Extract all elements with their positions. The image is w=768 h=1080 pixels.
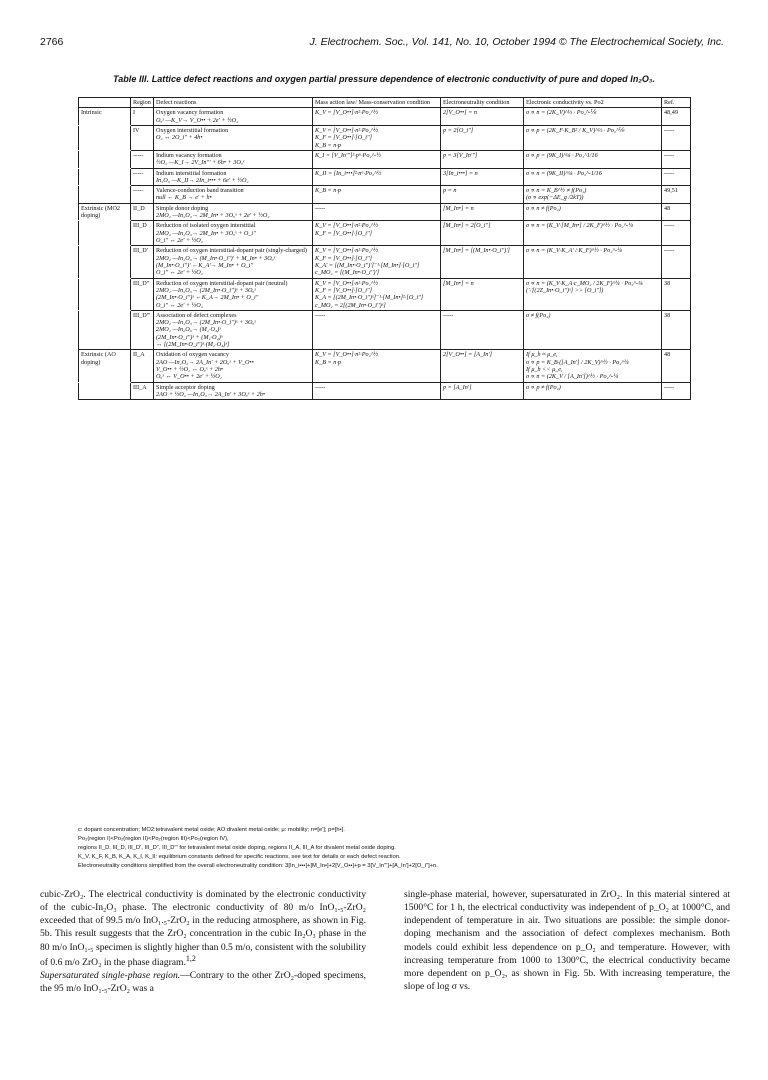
- ref-cell: -----: [662, 168, 691, 186]
- table-row: [79, 350, 691, 382]
- group-cell: [79, 382, 131, 400]
- reaction-title: Association of defect complexes: [156, 311, 237, 319]
- reaction-equation: (2M_In•·O_i'')ˣ ←K_A→ 2M_In• + O_i'': [156, 294, 259, 302]
- reaction-title: Indium vacancy formation: [156, 151, 222, 159]
- mass-action-formula: K_B = n·p: [315, 141, 342, 149]
- conductivity-cell: [524, 203, 662, 221]
- mass-action-cell: [313, 108, 441, 126]
- mass-action-cell: [313, 186, 441, 204]
- mass-action-formula: K_F = [V_O••]·[O_i'']: [315, 229, 373, 237]
- reaction-equation: (M_In•·O_i'')' ←K_A'→ M_In• + O_i'': [156, 261, 254, 269]
- ref-cell: 38: [662, 310, 691, 350]
- region-cell: I: [131, 108, 154, 126]
- defect-table: [78, 97, 691, 400]
- conductivity-cell: [524, 278, 662, 310]
- mass-action-cell: [313, 168, 441, 186]
- conductivity-formula: σ ∝ n = (2K_V / [A_In'])^½ · Po₂^-¼: [526, 373, 619, 381]
- group-cell: [79, 246, 131, 278]
- conductivity-formula: (σ ∝ exp(−ΔE_g /2kT)): [526, 194, 584, 202]
- table-row: [79, 382, 691, 400]
- electroneutrality-cell: [441, 221, 524, 246]
- reactions-cell: [154, 382, 313, 400]
- ref-cell: 48: [662, 203, 691, 221]
- table-footnotes: [78, 826, 718, 871]
- group-cell: [79, 278, 131, 310]
- ref-cell: -----: [662, 382, 691, 400]
- mass-action-formula: K_B = n·p: [315, 187, 342, 195]
- mass-action-formula: -----: [315, 311, 326, 319]
- conductivity-cell: [524, 168, 662, 186]
- conductivity-formula: σ ∝ n = (K_V·K_A·c_MO₂ / 2K_F)^¼ · Po₂^-⅛: [526, 279, 643, 287]
- mass-action-formula: K_V = [V_O••]·n²·Po₂^½: [315, 351, 378, 359]
- reactions-cell: [154, 350, 313, 382]
- mass-action-cell: [313, 350, 441, 382]
- conductivity-formula: σ ∝ n = (K_V·K_A' / K_F)^½ · Po₂^-¼: [526, 247, 622, 255]
- table-row: [79, 246, 691, 278]
- reaction-equation: 2MO₂ —In₂O₃→ (M₂·O₄)ˣ: [156, 326, 221, 334]
- reaction-equation: null ← K_B → e' + h•: [156, 194, 212, 202]
- electroneutrality-cell: [441, 382, 524, 400]
- footnote: Po₂(region I)<Po₂(region II)<Po₂(region III)<Po₂(region IV),: [78, 835, 229, 842]
- group-cell: [79, 150, 131, 168]
- table-row: [79, 150, 691, 168]
- table-caption: [40, 74, 728, 84]
- electroneutrality-formula: 2[V_O••] = [A_In']: [443, 351, 493, 359]
- reference-marker: 1,2: [185, 953, 196, 963]
- electroneutrality-cell: [441, 125, 524, 150]
- electroneutrality-formula: p = 2[O_i'']: [443, 126, 474, 134]
- mass-action-formula: c_MO₂ = [(M_In•·O_i'')']: [315, 269, 380, 277]
- right-column: [404, 888, 730, 1068]
- region-cell: III_D: [131, 221, 154, 246]
- page-number: 2766: [40, 36, 64, 48]
- reaction-equation: V_O•• + ½O₂ ↔ Oₒˣ + 2h•: [156, 366, 224, 373]
- ref-cell: 49,51: [662, 186, 691, 204]
- ref-cell: -----: [662, 246, 691, 278]
- paragraph: single-phase material, however, supersaturated in ZrO₂. In this material sintered at 1500°C for 1 h, the electrical conductivity was independent of p_O₂ at 1000°C, and independent of temperature in air. Two situations are possible: the simple donor-doping mechanism and the association of defect complexes mechanism. Both models could exhibit less dependence on p_O₂ and temperature. However, with increasing temperature from 1000 to 1300°C, the electrical conductivity became more dependent on p_O₂, as shown in Fig. 5b. With increasing temperature, the slope of log σ vs.: [404, 889, 730, 992]
- electroneutrality-formula: -----: [443, 311, 454, 319]
- reaction-title: Oxygen interstitial formation: [156, 126, 229, 134]
- ref-cell: 38: [662, 278, 691, 310]
- conductivity-cell: [524, 246, 662, 278]
- group-cell: Extrinsic (AO doping): [79, 350, 131, 382]
- mass-action-formula: K_V = [V_O••]·n²·Po₂^½: [315, 126, 378, 134]
- reaction-title: Oxidation of oxygen vacancy: [156, 351, 230, 359]
- reaction-equation: 2MO₂ —In₂O₃→ 2M_In• + 3Oₒˣ + O_i'': [156, 229, 256, 237]
- reaction-title: Valence-conduction band transition: [156, 187, 244, 195]
- region-cell: -----: [131, 150, 154, 168]
- footnote: Electroneutrality conditions simplified from the overall electroneutrality condition: 3[In_i•••]+[M_In•]+2[V_O••]+p = 3[V_In''']+[A_In']+2[O_i'']+n.: [78, 862, 438, 869]
- electroneutrality-cell: [441, 350, 524, 382]
- footnote: K_V, K_F, K_B, K_A, K_I, K_II: equilibrium constants defined for specific reactions, see text for details or each defect reaction.: [78, 853, 401, 860]
- conductivity-cell: [524, 310, 662, 350]
- region-cell: IV: [131, 125, 154, 150]
- ref-cell: 48,49: [662, 108, 691, 126]
- group-header: [79, 98, 131, 108]
- section-subhead: Supersaturated single-phase region.: [40, 970, 181, 982]
- region-cell: III_A: [131, 382, 154, 400]
- region-cell: III_D'': [131, 278, 154, 310]
- mass-action-cell: [313, 382, 441, 400]
- region-cell: II_D: [131, 203, 154, 221]
- region-cell: III_D''': [131, 310, 154, 350]
- ref-cell: -----: [662, 150, 691, 168]
- table-row: [79, 278, 691, 310]
- conductivity-formula: σ ∝ n ≠ f(Po₂): [526, 204, 561, 212]
- reaction-equation: Oₒˣ —K_V→ V_O•• + 2e' + ½O₂: [156, 116, 239, 124]
- electroneutrality-formula: 2[V_O••] = n: [443, 109, 477, 117]
- conductivity-formula: σ ∝ n = (2K_V)^⅓ · Po₂^-⅙: [526, 109, 597, 117]
- mass-action-cell: [313, 310, 441, 350]
- reaction-equation: 2MO₂ —In₂O₃→ 2M_In• + 3Oₒˣ + 2e' + ½O₂: [156, 212, 270, 220]
- mass-action-formula: K_V = [V_O••]·n²·Po₂^½: [315, 109, 378, 117]
- conductivity-cell: [524, 150, 662, 168]
- table-row: [79, 168, 691, 186]
- table-header-row: [79, 98, 691, 108]
- ref-cell: 48: [662, 350, 691, 382]
- reaction-equation: O_i'' ↔ 2e' + ½O₂: [156, 269, 203, 277]
- group-cell: [79, 186, 131, 204]
- page-header: [40, 36, 724, 48]
- conductivity-cell: [524, 350, 662, 382]
- reaction-equation: (2M_In•·O_i'')ˣ + (M₂·O₄)ˣ: [156, 333, 223, 341]
- reaction-equation: 2MO₂ —In₂O₃→ (2M_In•·O_i'')ˣ + 3Oₒˣ: [156, 319, 256, 327]
- left-column: [40, 888, 366, 1068]
- group-cell: Intrinsic: [79, 108, 131, 126]
- mass-action-cell: [313, 125, 441, 150]
- region-cell: II_A: [131, 350, 154, 382]
- electroneutrality-header: Electroneutrality condition: [441, 98, 524, 108]
- electroneutrality-formula: p = 3[V_In''']: [443, 151, 478, 159]
- electroneutrality-formula: p = [A_In']: [443, 383, 472, 391]
- region-cell: -----: [131, 186, 154, 204]
- electroneutrality-cell: [441, 246, 524, 278]
- reaction-equation: 2AO + ½O₂ —In₂O₃→ 2A_In' + 3Oₒˣ + 2h•: [156, 390, 265, 398]
- mass-action-formula: K_F = [V_O••]·[O_i'']: [315, 134, 373, 142]
- electroneutrality-formula: [M_In•] = 2[O_i'']: [443, 222, 491, 230]
- table-row: [79, 203, 691, 221]
- mass-action-formula: K_F = [V_O••]·[O_i'']: [315, 286, 373, 294]
- reaction-equation: Oₒˣ ↔ V_O•• + 2e' + ½O₂: [156, 373, 222, 381]
- electroneutrality-cell: [441, 186, 524, 204]
- region-cell: III_D': [131, 246, 154, 278]
- group-cell: [79, 310, 131, 350]
- conductivity-formula: If μ_h ≈ μ_e,: [526, 351, 558, 359]
- conductivity-cell: [524, 108, 662, 126]
- reaction-title: Simple donor doping: [156, 204, 209, 212]
- table-row: [79, 310, 691, 350]
- region-header: Region: [131, 98, 154, 108]
- reactions-cell: [154, 278, 313, 310]
- reactions-cell: [154, 246, 313, 278]
- reaction-equation: O_i'' ↔ 2e' + ½O₂: [156, 237, 203, 244]
- electroneutrality-cell: [441, 150, 524, 168]
- paragraph: cubic-ZrO₂. The electrical conductivity is dominated by the electronic conductivity of the cubic-In₂O₃ phase. The electronic conductivity of 80 m/o InO₁.₅-ZrO₂ exceeded that of 99.5 m/o InO₁.₅-ZrO₂ in the reducing atmosphere, as shown in Fig. 5b. This result suggests that the ZrO₂ concentration in the cubic In₂O₃ phase in the 80 m/o InO₁.₅ specimen is slightly higher than 0.5 m/o, consistent with the solubility of 0.6 m/o ZrO₂ in the phase diagram.$^{1,2}$: [40, 889, 366, 968]
- conductivity-formula: σ ≠ f(Po₂): [526, 311, 551, 319]
- conductivity-formula: If μ_h << μ_e,: [526, 366, 563, 373]
- conductivity-formula: σ ∝ n = (9K_II)^⅛ · Po₂^-1/16: [526, 169, 602, 177]
- conductivity-formula: σ ∝ n = (K_V·[M_In•] / 2K_F)^½ · Po₂^-¼: [526, 222, 633, 230]
- conductivity-cell: [524, 125, 662, 150]
- body-text: [40, 888, 730, 1068]
- reaction-title: Indium interstitial formation: [156, 169, 227, 177]
- electroneutrality-formula: [M_In•] = n: [443, 279, 474, 287]
- mass-action-formula: K_V = [V_O••]·n²·Po₂^½: [315, 279, 378, 287]
- mass-action-cell: [313, 221, 441, 246]
- reaction-equation: 2MO₂ —In₂O₃→ (2M_In•·O_i'')ˣ + 3Oₒˣ: [156, 286, 256, 294]
- electroneutrality-cell: [441, 310, 524, 350]
- reaction-title: Simple acceptor doping: [156, 383, 215, 391]
- ref-header: Ref.: [662, 98, 691, 108]
- reaction-equation: ½O₂ —K_I→ 2V_In''' + 6h• + 3Oₒˣ: [156, 159, 245, 167]
- reactions-cell: [154, 108, 313, 126]
- region-cell: -----: [131, 168, 154, 186]
- mass-action-formula: K_A = [(2M_In•·O_i'')ˣ]⁻¹·[M_In•]²·[O_i'']: [315, 294, 424, 302]
- conductivity-header: Electronic conductivity vs. Po2: [524, 98, 662, 108]
- conductivity-formula: σ ∝ p ≠ f(Po₂): [526, 383, 561, 391]
- group-cell: [79, 125, 131, 150]
- group-cell: Extrinsic (MO2 doping): [79, 203, 131, 221]
- reaction-title: Reduction of isolated oxygen interstitial: [156, 222, 256, 230]
- reactions-cell: [154, 125, 313, 150]
- mass-action-formula: K_II = [In_i•••]²·n⁶·Po₂^½: [315, 169, 382, 177]
- conductivity-formula: σ ∝ p = K_B·([A_In'] / 2K_V)^½ · Po₂^¼: [526, 358, 629, 366]
- conductivity-formula: σ ∝ n = K_B^½ ≠ f(Po₂): [526, 187, 587, 195]
- paragraph: Supersaturated single-phase region.—Contrary to the other ZrO₂-doped specimens, the 95 m/o InO₁.₅-ZrO₂ was a: [40, 970, 366, 995]
- reaction-equation: O₂ ↔ 2O_i'' + 4h•: [156, 134, 203, 142]
- mass-action-formula: K_I = [V_In''']²·p⁶·Po₂^-½: [315, 151, 381, 159]
- reaction-equation: O_i'' ↔ 2e' + ½O₂: [156, 301, 203, 309]
- mass-action-formula: -----: [315, 204, 326, 212]
- reactions-header: Defect reactions: [154, 98, 313, 108]
- electroneutrality-cell: [441, 278, 524, 310]
- electroneutrality-formula: 3[In_i•••] = n: [443, 169, 478, 177]
- footnote: c: dopant concentration; MO2:tetravalent metal oxide; AO:divalent metal oxide; μ: mobility; n=[e']; p=[h•].: [78, 827, 345, 833]
- reactions-cell: [154, 203, 313, 221]
- electroneutrality-cell: [441, 203, 524, 221]
- mass-action-formula: K_A' = [(M_In•·O_i'')']⁻¹·[M_In•]·[O_i'']: [315, 261, 420, 269]
- reactions-cell: [154, 310, 313, 350]
- mass-action-formula: K_F = [V_O••]·[O_i'']: [315, 254, 373, 262]
- group-cell: [79, 168, 131, 186]
- table-caption-text: Table III. Lattice defect reactions and oxygen partial pressure dependence of electronic conductivity of pure and doped In₂O₃.: [112, 74, 655, 84]
- mass-action-header: Mass action law/ Mass-conservation condition: [313, 98, 441, 108]
- conductivity-formula: (∵[(2Z_In•·O_i'')ˣ] >> [O_i'']): [526, 286, 604, 294]
- table-row: [79, 186, 691, 204]
- table-body: [79, 108, 691, 400]
- mass-action-cell: [313, 150, 441, 168]
- mass-action-cell: [313, 246, 441, 278]
- mass-action-formula: c_MO₂ = 2[(2M_In•·O_i'')ˣ]: [315, 301, 386, 309]
- reaction-title: Reduction of oxygen interstitial-dopant pair (neutral): [156, 279, 288, 287]
- conductivity-formula: σ ∝ p = (2K_F·K_B² / K_V)^⅓ · Po₂^⅙: [526, 126, 625, 134]
- reaction-title: Reduction of oxygen interstitial-dopant pair (singly-charged): [156, 247, 307, 255]
- reaction-equation: 2MO₂ —In₂O₃→ (M_In•·O_i'')' + M_In• + 3Oₒˣ: [156, 254, 276, 262]
- conductivity-cell: [524, 186, 662, 204]
- electroneutrality-formula: p = n: [443, 187, 457, 195]
- table-row: [79, 221, 691, 246]
- electroneutrality-cell: [441, 168, 524, 186]
- conductivity-cell: [524, 221, 662, 246]
- electroneutrality-cell: [441, 108, 524, 126]
- electroneutrality-formula: [M_In•] = n: [443, 204, 474, 212]
- journal-line: J. Electrochem. Soc., Vol. 141, No. 10, October 1994 © The Electrochemical Society, Inc.: [309, 36, 724, 48]
- ref-cell: -----: [662, 221, 691, 246]
- conductivity-cell: [524, 382, 662, 400]
- conductivity-formula: σ ∝ p = (9K_I)^⅛ · Po₂^1/16: [526, 151, 598, 159]
- electroneutrality-formula: [M_In•] = [(M_In•·O_i'')']: [443, 247, 510, 255]
- reactions-cell: [154, 186, 313, 204]
- group-cell: [79, 221, 131, 246]
- reactions-cell: [154, 221, 313, 246]
- mass-action-cell: [313, 203, 441, 221]
- footnote: regions II_D, III_D, III_D', III_D'', III_D''' for tetravalent metal oxide doping, regions II_A, III_A for divalent metal oxide doping.: [78, 844, 396, 851]
- ref-cell: -----: [662, 125, 691, 150]
- reactions-cell: [154, 150, 313, 168]
- reaction-equation: ↔ [(2M_In•·O_i'')ˣ·(M₂·O₄)ˣ]: [156, 341, 230, 349]
- reaction-equation: In₂O₃ —K_II→ 2In_i••• + 6e' + ½O₂: [156, 176, 249, 184]
- mass-action-formula: K_V = [V_O••]·n²·Po₂^½: [315, 222, 378, 230]
- reaction-equation: 2AO —In₂O₃→ 2A_In' + 2Oₒˣ + V_O••: [156, 358, 254, 366]
- reactions-cell: [154, 168, 313, 186]
- mass-action-formula: K_B = n·p: [315, 358, 342, 366]
- mass-action-formula: K_V = [V_O••]·n²·Po₂^½: [315, 247, 378, 255]
- table-row: [79, 108, 691, 126]
- reaction-title: Oxygen vacancy formation: [156, 109, 224, 117]
- table-row: [79, 125, 691, 150]
- mass-action-formula: -----: [315, 383, 326, 391]
- mass-action-cell: [313, 278, 441, 310]
